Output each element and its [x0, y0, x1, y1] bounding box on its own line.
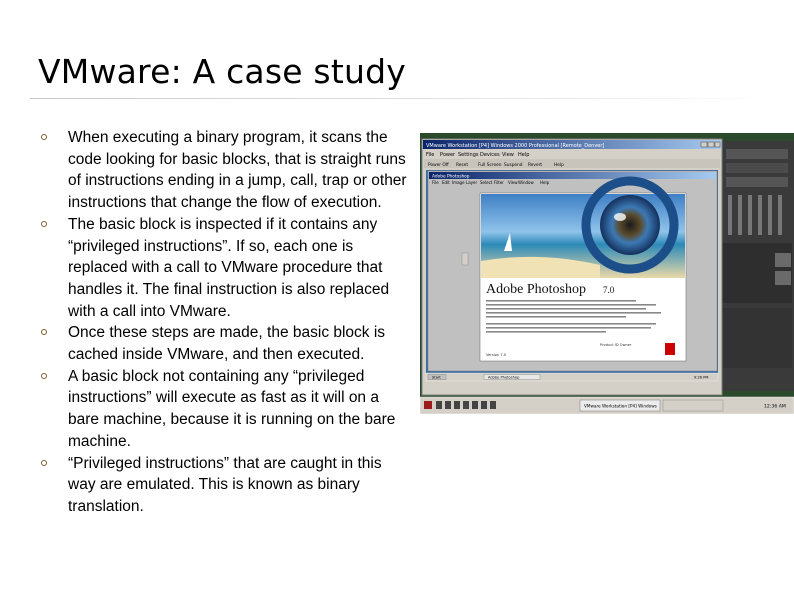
vm-window-title: VMware Workstation [P4] Windows 2000 Professional [Remote_Denver]: [426, 143, 605, 149]
vm-toolbar-button: Help: [554, 163, 564, 168]
bullet-text: When executing a binary program, it scans the code looking for basic blocks, that is straight runs of instructions ending in a jump, call, trap or other instructions that change the flow of execution.: [68, 129, 407, 212]
title-divider: [30, 98, 775, 99]
splash-brand: Adobe Photoshop: [486, 282, 586, 297]
bullet-item: [38, 127, 408, 214]
bullet-text: Once these steps are made, the basic block is cached inside VMware, and then executed.: [68, 324, 386, 364]
photoshop-title: Adobe Photoshop: [432, 174, 470, 180]
photoshop-menu-item: Edit: [442, 180, 450, 185]
bullet-circle-icon: [41, 221, 47, 227]
bullet-text: “Privileged instructions” that are caught in this way are emulated. This is known as binary translation.: [68, 454, 382, 515]
eye-icon: [600, 195, 660, 255]
vm-menu-item: Devices: [480, 152, 500, 158]
bullet-list: [38, 127, 408, 518]
bullet-circle-icon: [41, 373, 47, 379]
bullet-text: A basic block not containing any “privileged instructions” will execute as fast as it will on a bare machine, because it is running on the bare machine.: [68, 367, 396, 450]
photoshop-menu-item: Window: [518, 180, 534, 185]
vm-toolbar-button: Full Screen: [478, 163, 502, 168]
photoshop-menu-item: Help: [540, 180, 550, 185]
bullet-item: [38, 322, 408, 365]
vmware-screenshot: [420, 133, 794, 414]
vm-menu-item: Power: [440, 152, 456, 158]
bullet-circle-icon: [41, 134, 47, 140]
splash-serial: Product ID Owner: [600, 343, 632, 347]
guest-taskbar-item: Adobe Photoshop: [488, 375, 520, 380]
splash-version: 7.0: [603, 285, 615, 295]
vm-menu-item: Help: [518, 152, 530, 158]
bullet-item: [38, 214, 408, 323]
guest-clock: 9:26 PM: [694, 375, 709, 380]
bullet-text: The basic block is inspected if it contains any “privileged instructions”. If so, each one is replaced with a call to VMware procedure that handles it. The final instruction is also replaced with a call into VMware.: [68, 215, 390, 320]
vm-toolbar: [424, 159, 720, 168]
slide-title: VMware: A case study: [38, 52, 406, 91]
vm-toolbar-button: Suspend: [504, 163, 523, 168]
photoshop-splash: [480, 181, 686, 361]
vm-toolbar-button: Revert: [528, 163, 543, 168]
photoshop-menu-item: Image: [452, 180, 465, 185]
photoshop-menu-item: File: [432, 180, 439, 185]
adobe-logo-icon: [665, 343, 675, 355]
photoshop-menu-item: Select: [480, 180, 493, 185]
host-taskbar-item: VMware Workstation [P4] Windows: [584, 403, 657, 409]
photoshop-menu-item: View: [508, 180, 518, 185]
guest-taskbar: [426, 373, 718, 381]
vm-menu-item: Settings: [458, 152, 479, 158]
bullet-item: [38, 366, 408, 453]
bullet-item: [38, 453, 408, 518]
tool-palette: [462, 253, 468, 265]
vm-menu-item: File: [426, 152, 435, 158]
bullet-circle-icon: [41, 329, 47, 335]
photoshop-menu-item: Layer: [466, 180, 478, 185]
bullet-circle-icon: [41, 460, 47, 466]
photoshop-menu-bar: [432, 180, 550, 185]
guest-start-button: Start: [432, 375, 441, 380]
host-clock: 12:36 AM: [764, 404, 786, 410]
splash-footer: Version 7.0: [486, 353, 507, 357]
vm-toolbar-button: Reset: [456, 163, 469, 168]
vm-toolbar-button: Power Off: [428, 163, 449, 168]
photoshop-menu-item: Filter: [494, 180, 504, 185]
vm-menu-item: View: [502, 152, 514, 158]
